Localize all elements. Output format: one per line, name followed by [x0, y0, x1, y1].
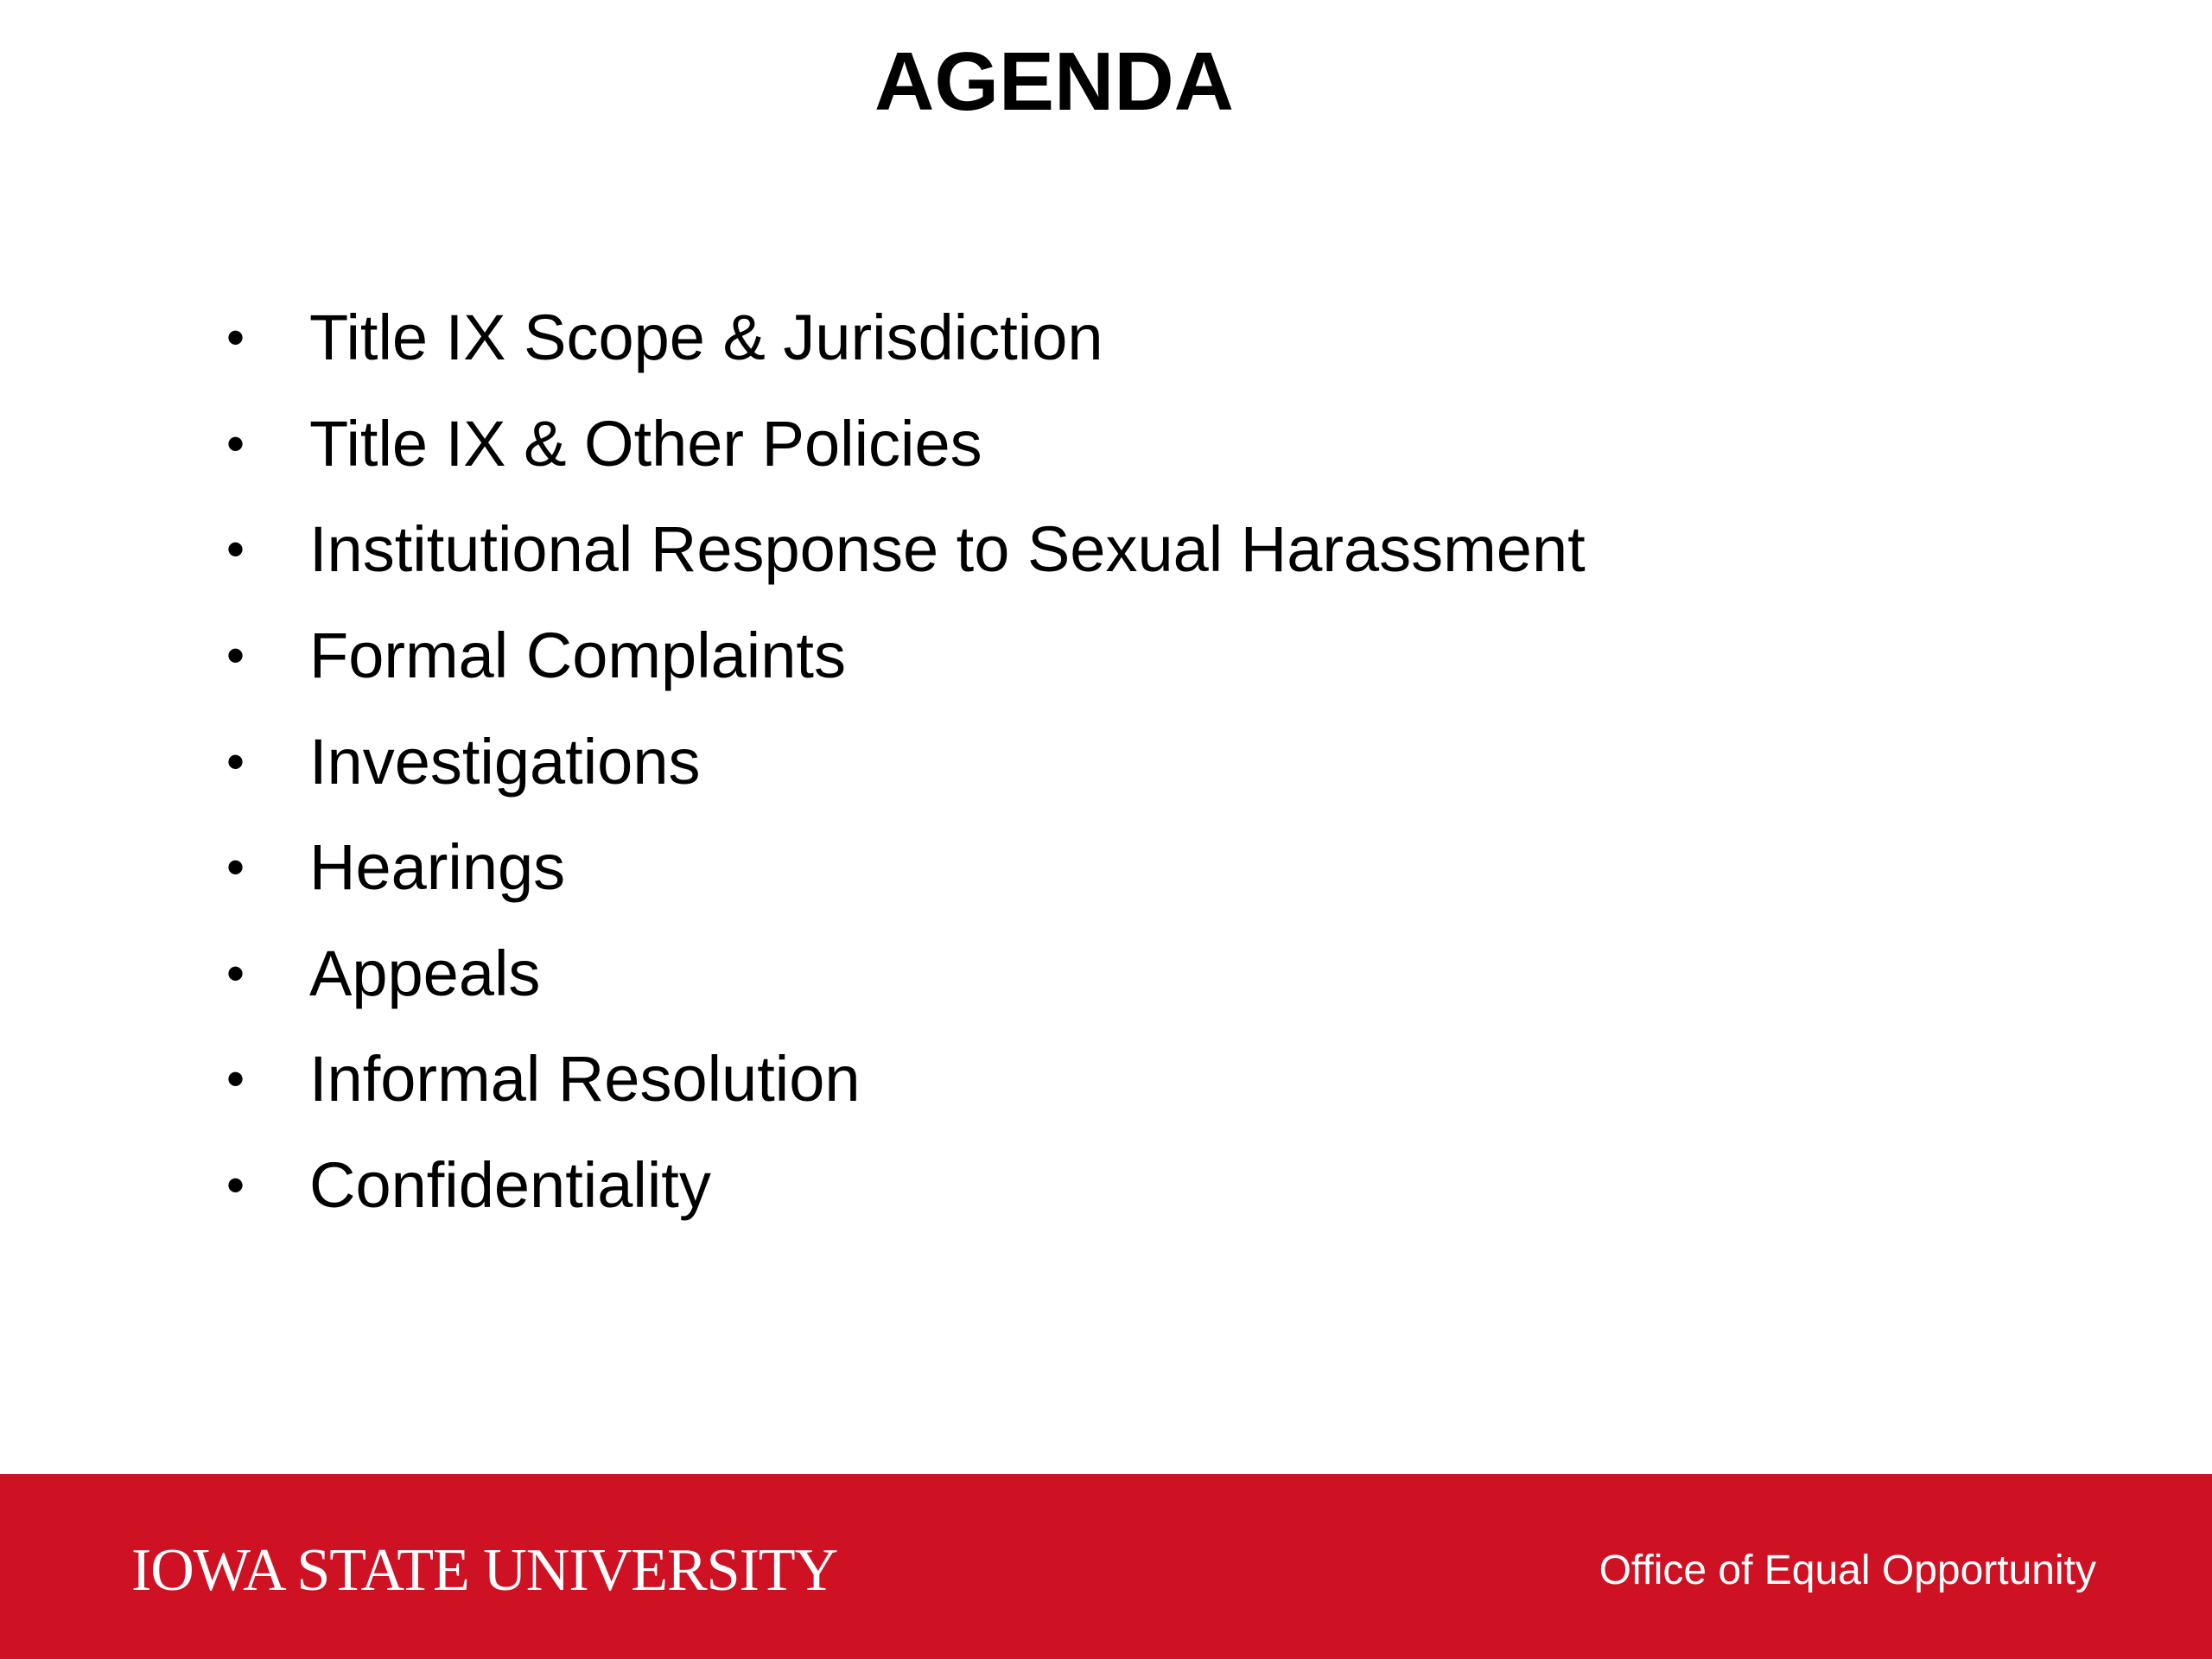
bullet-icon: • [226, 308, 245, 367]
university-wordmark-logo: IOWA STATE UNIVERSITY [131, 1537, 838, 1604]
agenda-item-label: Formal Complaints [309, 620, 846, 692]
bullet-icon: • [226, 944, 245, 1002]
office-name: Office of Equal Opportunity [1599, 1548, 2096, 1593]
bullet-icon: • [226, 838, 245, 897]
agenda-item-label: Investigations [309, 725, 701, 798]
agenda-item-label: Informal Resolution [309, 1043, 861, 1116]
agenda-item-label: Appeals [309, 937, 541, 1009]
footer-bar [0, 1474, 2212, 1659]
bullet-icon: • [226, 1050, 245, 1109]
agenda-list [216, 285, 1586, 1238]
agenda-item [216, 921, 1586, 1027]
slide-title: AGENDA [874, 35, 1234, 128]
agenda-item [216, 709, 1586, 815]
agenda-item-label: Title IX Scope & Jurisdiction [309, 302, 1103, 374]
bullet-icon: • [226, 414, 245, 473]
agenda-item [216, 391, 1586, 498]
agenda-item [216, 1133, 1586, 1239]
agenda-item-label: Hearings [309, 831, 566, 904]
bullet-icon: • [226, 1156, 245, 1215]
agenda-item [216, 603, 1586, 709]
bullet-icon: • [226, 732, 245, 791]
agenda-item [216, 1027, 1586, 1133]
agenda-item-label: Institutional Response to Sexual Harassment [309, 513, 1586, 586]
bullet-icon: • [226, 626, 245, 685]
agenda-item [216, 815, 1586, 921]
agenda-item-label: Title IX & Other Policies [309, 407, 982, 480]
agenda-item [216, 497, 1586, 603]
agenda-item [216, 285, 1586, 391]
agenda-item-label: Confidentiality [309, 1149, 711, 1222]
bullet-icon: • [226, 520, 245, 579]
